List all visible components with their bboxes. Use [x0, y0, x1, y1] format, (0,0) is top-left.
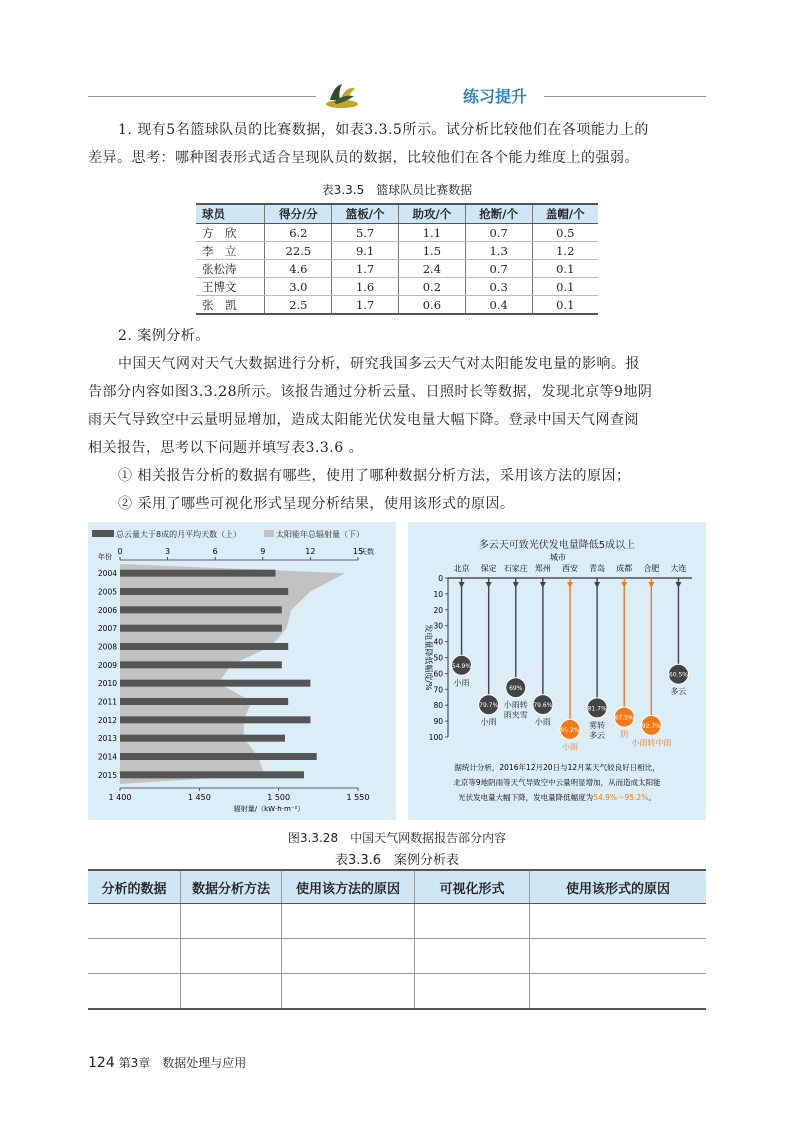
y-axis-tick-label: 0 [438, 574, 443, 583]
weather-label: 雾转 [589, 720, 606, 730]
table-row [88, 904, 706, 939]
table1-header: 篮板/个 [332, 204, 399, 224]
header-rule-left [88, 96, 316, 97]
q1-line2: 差异。思考：哪种图表形式适合呈现队员的数据，比较他们在各个能力维度上的强弱。 [88, 150, 639, 166]
value-label: 54.9% [452, 662, 472, 670]
city-label: 青岛 [589, 564, 606, 573]
table1-header: 得分/分 [265, 204, 332, 224]
year-label: 2012 [97, 715, 117, 725]
year-label: 2010 [97, 679, 117, 689]
weather-label: 多云 [670, 687, 687, 697]
y-axis-tick-label: 90 [433, 717, 443, 727]
cloud-days-bar [120, 735, 285, 742]
y-axis-tick-label: 10 [433, 589, 443, 599]
weather-label: 小雨转 [503, 700, 528, 710]
table-cell: 2.5 [265, 296, 332, 315]
year-label: 2009 [97, 660, 117, 670]
table-row [196, 296, 598, 315]
bottom-axis-tick-label: 1 400 [108, 793, 132, 802]
cloud-radiation-chart [88, 522, 396, 820]
city-label: 保定 [480, 564, 497, 573]
table2-header: 分析的数据 [88, 870, 181, 904]
table-cell: 1.7 [332, 296, 399, 315]
note-line: 北京等9地阴雨等天气导致空中云量明显增加，从而造成太阳能 [453, 778, 661, 787]
year-label: 2015 [97, 770, 117, 780]
top-axis-tick-label: 9 [260, 547, 266, 556]
drop-arrow [567, 582, 573, 588]
year-label: 2014 [97, 752, 117, 762]
drop-arrow [621, 582, 627, 588]
weather-label: 阴 [620, 730, 629, 740]
q1-line1: 1. 现有5名篮球队员的比赛数据，如表3.3.5所示。试分析比较他们在各项能力上的 [118, 122, 649, 138]
bottom-axis-tick-label: 1 450 [187, 793, 211, 802]
y-axis-tick-label: 100 [428, 733, 443, 742]
table-cell: 0.5 [532, 224, 598, 242]
year-label: 2013 [97, 734, 117, 744]
note-line [458, 792, 656, 803]
table-cell: 1.5 [398, 242, 465, 260]
table-cell: 1.2 [532, 242, 598, 260]
y-axis-title: 年份 [98, 553, 112, 561]
bottom-axis-tick-label: 1 550 [346, 793, 370, 802]
table-cell: 李 立 [196, 242, 265, 260]
weather-label: 小雨 [480, 717, 497, 727]
value-label: 79.6% [533, 702, 553, 710]
table-row [196, 278, 598, 296]
table1-header: 球员 [196, 204, 265, 224]
year-label: 2011 [97, 697, 117, 707]
drop-arrow [648, 582, 654, 588]
city-label: 西安 [562, 564, 578, 573]
table2-header: 可视化形式 [415, 870, 530, 904]
q2-paragraph-line: 雨天气导致空中云量明显增加，造成太阳能光伏发电量大幅下降。登录中国天气网查阅 [88, 412, 639, 428]
table-cell: 9.1 [332, 242, 399, 260]
empty-cell[interactable] [415, 904, 530, 939]
header-rule-right [544, 96, 706, 97]
weather-label: 小雨 [562, 742, 578, 752]
empty-cell[interactable] [181, 939, 282, 974]
radiation-area [120, 564, 345, 784]
weather-label: 小雨转中雨 [631, 738, 672, 748]
q2-paragraph-line: 相关报告，思考以下问题并填写表3.3.6 。 [88, 440, 364, 456]
note-text: 光伏发电量大幅下降，发电量降低幅度为 [458, 793, 594, 802]
value-label: 79.7% [479, 702, 499, 710]
table-cell: 1.6 [332, 278, 399, 296]
table1-header: 抢断/个 [465, 204, 532, 224]
empty-cell[interactable] [282, 904, 415, 939]
table1-header-row [196, 204, 598, 224]
cloud-days-bar [120, 625, 282, 632]
table-cell: 2.4 [398, 260, 465, 278]
weather-label: 小雨 [453, 678, 470, 688]
empty-cell[interactable] [88, 904, 181, 939]
year-label: 2005 [97, 587, 117, 597]
city-label: 大连 [670, 564, 687, 573]
cloud-days-bar [120, 680, 310, 687]
table-cell: 张松涛 [196, 260, 265, 278]
note-highlight: 54.9%～95.2% [593, 793, 649, 802]
city-label: 郑州 [534, 564, 551, 573]
y-axis-tick-label: 60 [433, 669, 443, 679]
leaf-emblem-icon [324, 80, 360, 110]
cloud-days-bar [120, 716, 310, 723]
table2-header-row [88, 870, 706, 904]
table2-header: 数据分析方法 [181, 870, 282, 904]
figure-right-panel [408, 522, 706, 820]
year-label: 2007 [97, 624, 117, 634]
q2-paragraph-line: 告部分内容如图3.3.28所示。该报告通过分析云量、日照时长等数据，发现北京等9地阴 [88, 384, 653, 400]
table-row [88, 974, 706, 1010]
y-axis-tick-label: 30 [433, 621, 443, 631]
case-analysis-table [88, 869, 706, 1010]
cloud-days-bar [120, 588, 288, 595]
year-label: 2008 [97, 642, 117, 652]
drop-arrow [486, 582, 492, 588]
drop-arrow [459, 582, 465, 588]
bottom-axis-tick-label: 1 500 [267, 793, 291, 802]
chart-title: 多云天可致光伏发电量降低5成以上 [478, 540, 636, 551]
city-label: 北京 [453, 564, 470, 573]
table-row [196, 224, 598, 242]
cloud-days-bar [120, 771, 304, 778]
top-axis-tick-label: 12 [305, 547, 316, 556]
pv-drop-chart [408, 522, 706, 820]
value-label: 81.7% [587, 705, 607, 713]
q2-item-2: ② 采用了哪些可视化形式呈现分析结果，使用该形式的原因。 [118, 496, 515, 512]
table-cell: 3.0 [265, 278, 332, 296]
q2-item-1: ① 相关报告分析的数据有哪些，使用了哪种数据分析方法，采用该方法的原因； [118, 468, 631, 484]
table-cell: 1.7 [332, 260, 399, 278]
value-label: 92.7% [641, 722, 661, 730]
table-row [196, 260, 598, 278]
cloud-days-bar [120, 570, 275, 577]
table-row [196, 242, 598, 260]
table-cell: 0.7 [465, 224, 532, 242]
cloud-days-bar [120, 661, 282, 668]
city-label: 石家庄 [503, 564, 528, 573]
top-axis-title: 天数 [360, 548, 374, 556]
top-axis-tick-label: 0 [117, 547, 123, 556]
table-cell: 1.3 [465, 242, 532, 260]
weather-label: 多云 [589, 730, 606, 740]
empty-cell[interactable] [181, 904, 282, 939]
table-cell: 0.1 [532, 278, 598, 296]
table-cell: 22.5 [265, 242, 332, 260]
table-cell: 王博文 [196, 278, 265, 296]
empty-cell[interactable] [530, 974, 707, 1010]
empty-cell[interactable] [530, 939, 707, 974]
note-text: 。 [648, 793, 656, 802]
section-title: 练习提升 [463, 87, 528, 106]
table-cell: 0.2 [398, 278, 465, 296]
table-cell: 6.2 [265, 224, 332, 242]
value-label: 95.2% [560, 726, 580, 734]
figure-caption: 图3.3.28 中国天气网数据报告部分内容 [287, 831, 507, 845]
table-cell: 0.4 [465, 296, 532, 315]
empty-cell[interactable] [282, 939, 415, 974]
table1-header: 助攻/个 [398, 204, 465, 224]
q2-title: 2. 案例分析。 [118, 328, 210, 344]
empty-cell[interactable] [88, 939, 181, 974]
table2-header: 使用该方法的原因 [282, 870, 415, 904]
table-cell: 方 欣 [196, 224, 265, 242]
table-cell: 0.1 [532, 260, 598, 278]
page-footer [88, 1054, 246, 1071]
city-label: 合肥 [643, 564, 660, 573]
page-number: 124 [88, 1055, 115, 1071]
table-cell: 0.7 [465, 260, 532, 278]
year-label: 2004 [97, 569, 117, 579]
y-axis-tick-label: 20 [433, 605, 443, 615]
cloud-days-bar [120, 753, 317, 760]
drop-arrow [675, 582, 681, 588]
x-axis-title: 城市 [550, 553, 566, 562]
q2-paragraph-line: 中国天气网对天气大数据进行分析，研究我国多云天气对太阳能发电量的影响。报 [118, 356, 640, 372]
y-axis-tick-label: 70 [433, 685, 443, 695]
y-axis-tick-label: 80 [433, 701, 443, 711]
empty-cell[interactable] [415, 974, 530, 1010]
drop-arrow [594, 582, 600, 588]
value-label: 87.5% [614, 714, 634, 722]
drop-arrow [540, 582, 546, 588]
empty-cell[interactable] [530, 904, 707, 939]
top-axis-tick-label: 3 [165, 547, 171, 556]
table-cell: 0.1 [532, 296, 598, 315]
table-cell: 张 凯 [196, 296, 265, 315]
cloud-days-bar [120, 643, 288, 650]
table2-header: 使用该形式的原因 [530, 870, 707, 904]
top-axis-tick-label: 15 [352, 547, 364, 556]
table-row [88, 939, 706, 974]
empty-cell[interactable] [282, 974, 415, 1010]
table-cell: 1.1 [398, 224, 465, 242]
table-cell: 5.7 [332, 224, 399, 242]
empty-cell[interactable] [415, 939, 530, 974]
cloud-days-bar [120, 698, 288, 705]
table-cell: 4.6 [265, 260, 332, 278]
legend-swatch-cloud-days [92, 530, 114, 537]
weather-label: 雨夹雪 [503, 710, 528, 720]
y-axis-tick-label: 50 [433, 653, 443, 663]
table1-header: 盖帽/个 [532, 204, 598, 224]
chapter-label: 第3章 数据处理与应用 [118, 1056, 247, 1070]
legend-label-radiation: 太阳能年总辐射量（下） [276, 530, 364, 539]
empty-cell[interactable] [181, 974, 282, 1010]
table-cell: 0.6 [398, 296, 465, 315]
value-label: 69% [509, 685, 523, 693]
year-label: 2006 [97, 605, 117, 615]
table2-caption: 表3.3.6 案例分析表 [334, 853, 460, 868]
cloud-days-bar [120, 606, 282, 613]
city-label: 成都 [616, 564, 633, 573]
bottom-axis-title: 辐射量/（kW·h·m⁻²） [233, 805, 305, 813]
section-header [88, 78, 706, 118]
legend-label-cloud-days: 总云量大于8成的月平均天数（上） [116, 530, 242, 539]
top-axis-tick-label: 6 [212, 547, 218, 556]
legend-swatch-radiation [264, 530, 274, 537]
value-label: 60.5% [668, 671, 688, 679]
table1-caption: 表3.3.5 篮球队员比赛数据 [321, 183, 473, 197]
drop-arrow [513, 582, 519, 588]
figure-left-panel [88, 522, 396, 820]
player-stats-table [196, 203, 598, 315]
empty-cell[interactable] [88, 974, 181, 1010]
y-axis-title: 发电量降低幅度/% [424, 624, 433, 691]
table-cell: 0.3 [465, 278, 532, 296]
y-axis-tick-label: 40 [433, 637, 443, 647]
weather-label: 小雨 [534, 717, 551, 727]
note-line: 据统计分析，2016年12月20日与12月某天气较良好日相比， [454, 763, 660, 772]
